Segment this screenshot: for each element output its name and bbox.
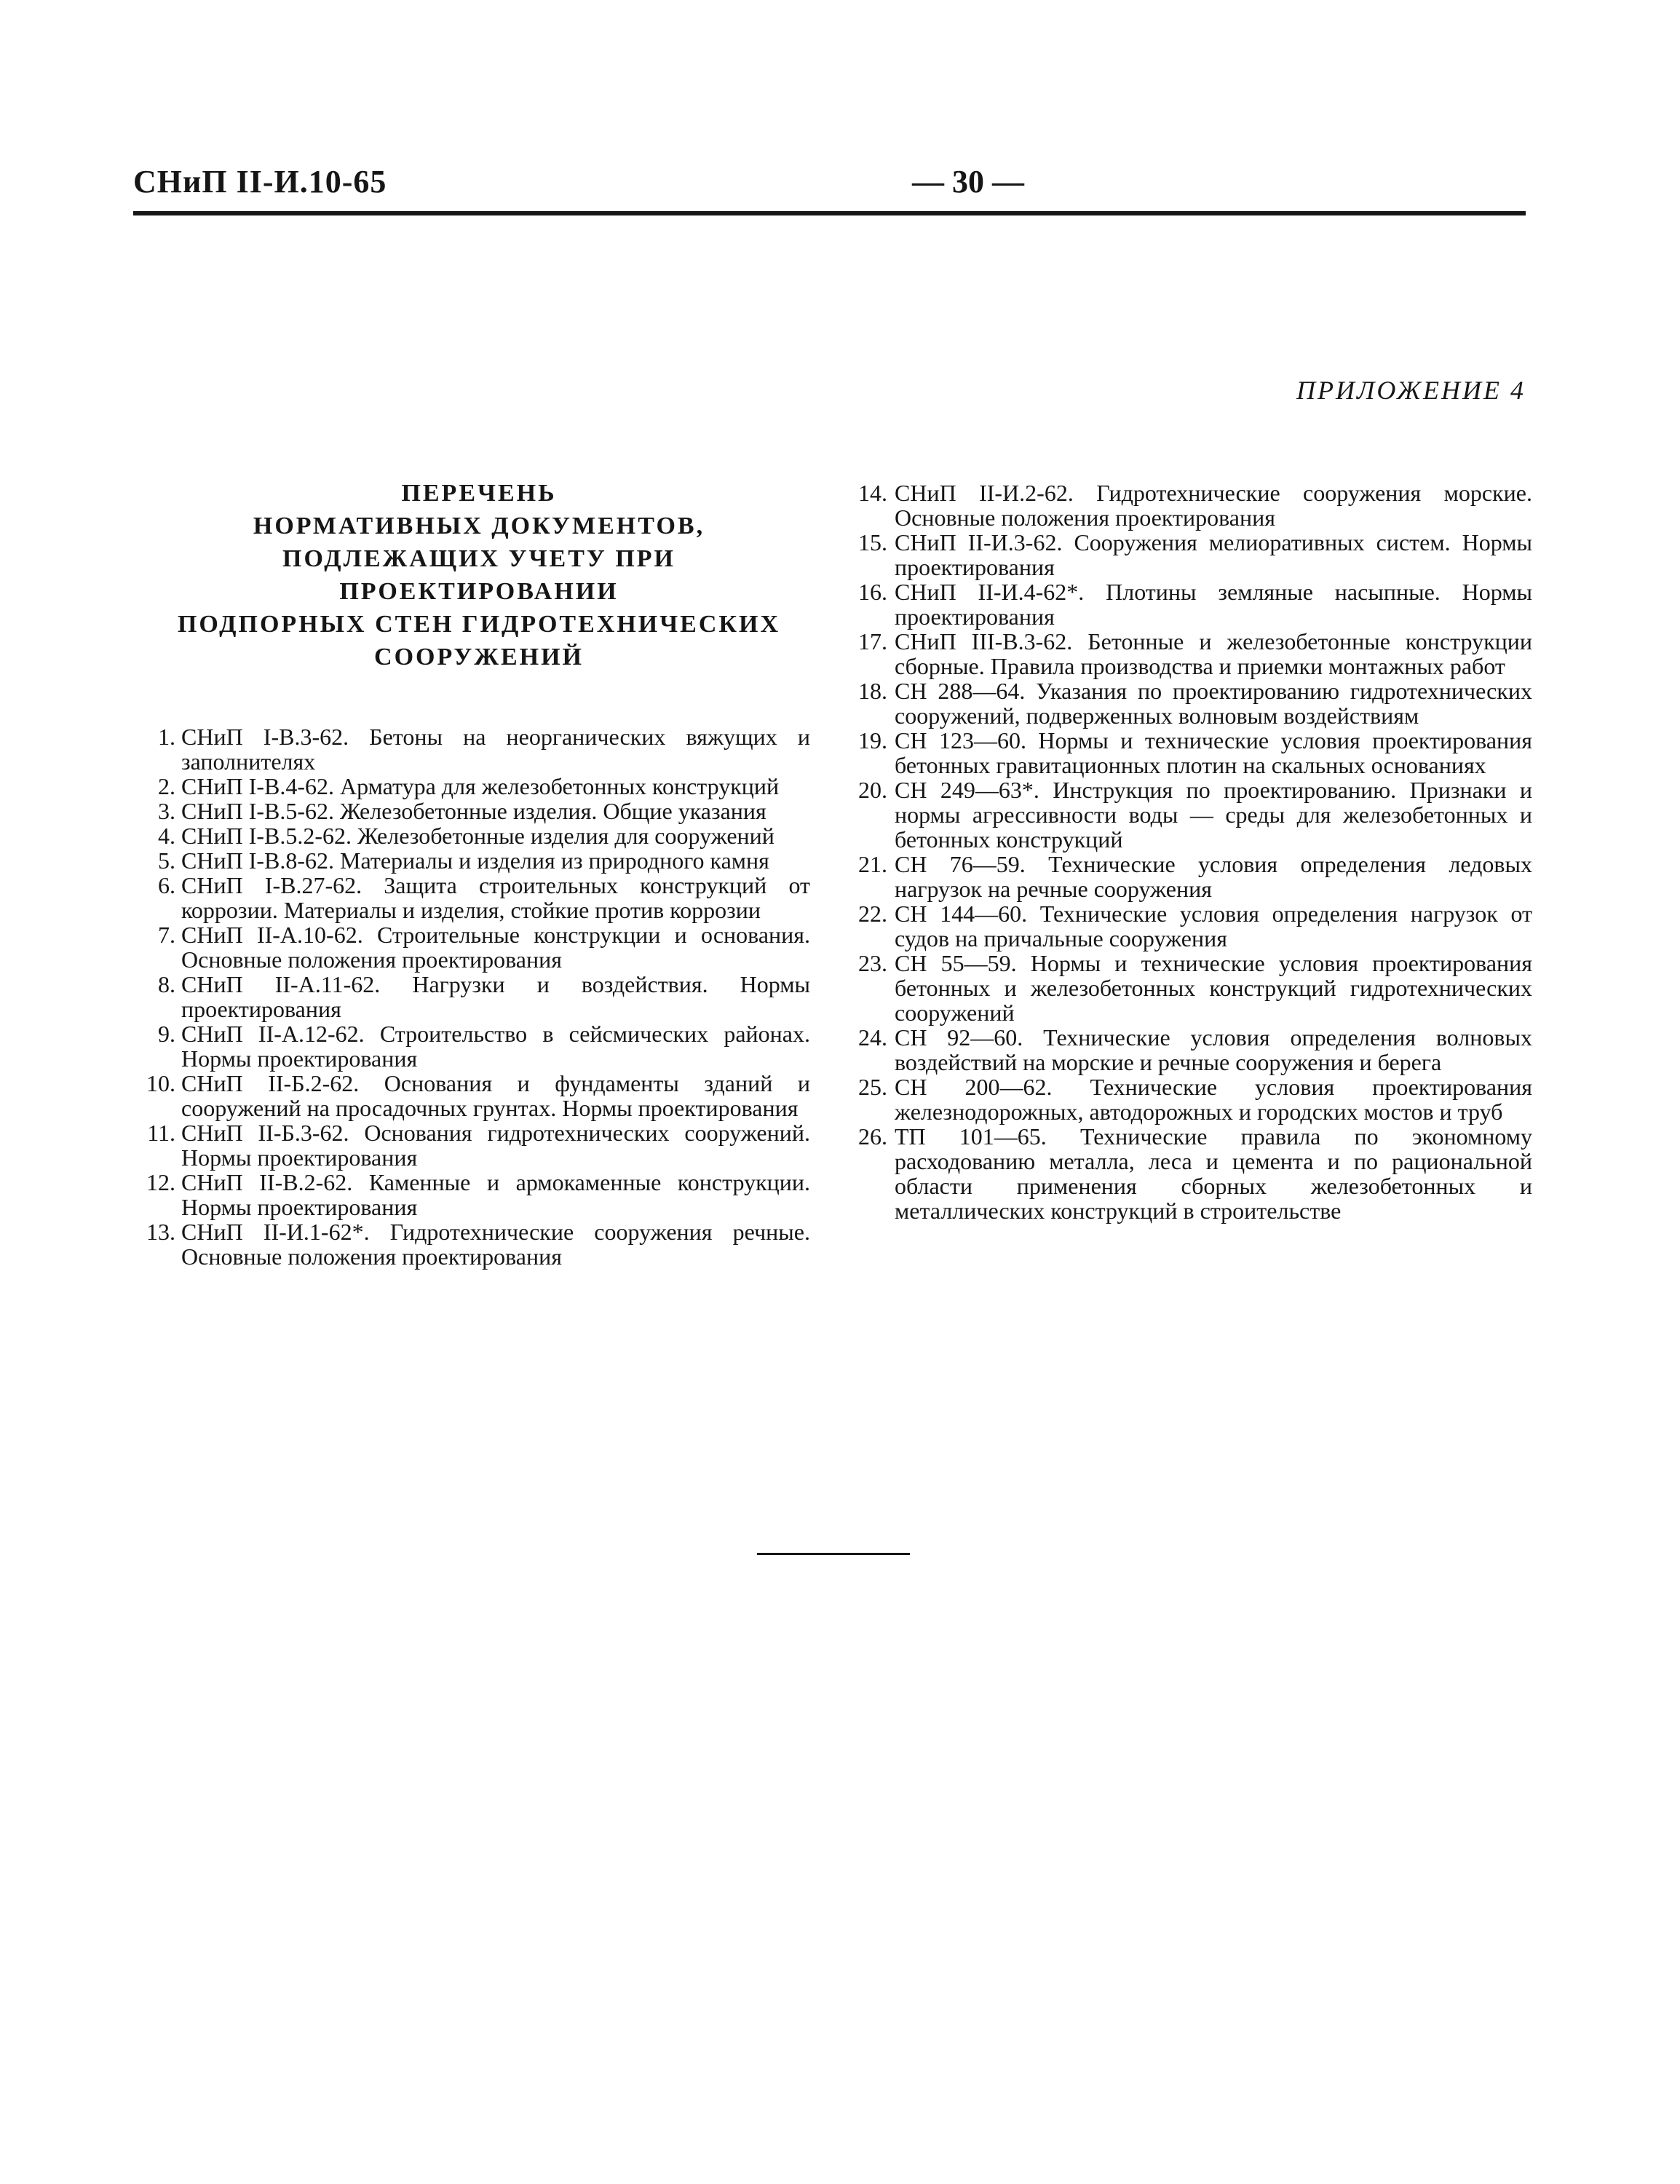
header-rule [133, 211, 1526, 215]
list-item [140, 724, 810, 774]
document-list-left [140, 724, 810, 1269]
list-item [848, 579, 1532, 629]
page-number: — 30 — [912, 164, 1024, 199]
list-item [140, 799, 810, 823]
list-item [848, 778, 1532, 852]
item-text: СН 144—60. Технические условия определения нагрузок от судов на причальные сооружения [895, 901, 1532, 951]
list-item [140, 774, 810, 799]
item-number: 19. [858, 727, 887, 753]
title-line: ПОДПОРНЫХ СТЕН ГИДРОТЕХНИЧЕСКИХ [177, 611, 781, 638]
item-number: 3. [158, 798, 175, 824]
item-number: 23. [858, 950, 887, 976]
title-line: НОРМАТИВНЫХ ДОКУМЕНТОВ, [253, 513, 705, 539]
list-item [140, 823, 810, 848]
end-rule [757, 1553, 910, 1555]
item-number: 17. [858, 628, 887, 654]
item-number: 20. [858, 777, 887, 803]
item-number: 6. [158, 872, 175, 898]
item-number: 7. [158, 922, 175, 948]
item-text: СН 288—64. Указания по проектированию гидротехнических сооружений, подверженных волновым воздействиям [895, 678, 1532, 729]
item-text: ТП 101—65. Технические правила по экономному расходованию металла, леса и цемента и по рациональной области применения сборных железобетонных и металлических конструкций в строительстве [895, 1123, 1532, 1224]
item-number: 1. [158, 724, 175, 750]
item-number: 22. [858, 901, 887, 927]
item-text: СНиП II-И.4-62*. Плотины земляные насыпные. Нормы проектирования [895, 579, 1532, 630]
item-number: 11. [147, 1120, 175, 1146]
item-number: 15. [858, 529, 887, 555]
left-column [140, 477, 810, 1269]
item-text: СНиП III-В.3-62. Бетонные и железобетонные конструкции сборные. Правила производства и приемки монтажных работ [895, 628, 1532, 679]
item-number: 12. [146, 1169, 175, 1195]
document-code: СНиП II-И.10-65 [133, 164, 387, 199]
item-number: 16. [858, 579, 887, 605]
list-item [848, 530, 1532, 579]
item-text: СНиП II-А.10-62. Строительные конструкции и основания. Основные положения проектирования [181, 922, 810, 973]
item-text: СН 55—59. Нормы и технические условия проектирования бетонных и железобетонных конструкций гидротехнических сооружений [895, 950, 1532, 1026]
list-item [140, 1219, 810, 1269]
list-item [140, 1170, 810, 1219]
item-number: 8. [158, 971, 175, 997]
list-item [848, 901, 1532, 951]
item-text: СНиП I-В.3-62. Бетоны на неорганических вяжущих и заполнителях [181, 724, 810, 775]
title-line: ПОДЛЕЖАЩИХ УЧЕТУ ПРИ ПРОЕКТИРОВАНИИ [282, 545, 675, 605]
list-item [848, 678, 1532, 728]
item-number: 13. [146, 1219, 175, 1245]
item-text: СНиП II-И.2-62. Гидротехнические сооружения морские. Основные положения проектирования [895, 480, 1532, 531]
item-text: СН 92—60. Технические условия определения волновых воздействий на морские и речные сооружения и берега [895, 1024, 1532, 1075]
item-number: 9. [158, 1021, 175, 1047]
item-text: СНиП II-В.2-62. Каменные и армокаменные конструкции. Нормы проектирования [181, 1169, 810, 1220]
title-line: ПЕРЕЧЕНЬ [401, 480, 557, 507]
item-text: СНиП II-И.3-62. Сооружения мелиоративных систем. Нормы проектирования [895, 529, 1532, 580]
list-item [848, 1025, 1532, 1075]
item-text: СНиП II-А.12-62. Строительство в сейсмических районах. Нормы проектирования [181, 1021, 810, 1072]
appendix-label: ПРИЛОЖЕНИЕ 4 [1296, 376, 1526, 405]
item-text: СН 200—62. Технические условия проектирования железнодорожных, автодорожных и городских мостов и труб [895, 1074, 1532, 1125]
item-number: 26. [858, 1123, 887, 1150]
item-text: СН 249—63*. Инструкция по проектированию. Признаки и нормы агрессивности воды — среды для железобетонных и бетонных конструкций [895, 777, 1532, 852]
item-number: 24. [858, 1024, 887, 1051]
list-item [848, 629, 1532, 678]
item-text: СНиП II-И.1-62*. Гидротехнические сооружения речные. Основные положения проектирования [181, 1219, 810, 1270]
list-item [140, 922, 810, 972]
item-text: СНиП I-В.27-62. Защита строительных конструкций от коррозии. Материалы и изделия, стойкие против коррозии [181, 872, 810, 923]
item-text: СНиП II-А.11-62. Нагрузки и воздействия. Нормы проектирования [181, 971, 810, 1022]
page-header [133, 163, 1526, 214]
item-text: СНиП I-В.8-62. Материалы и изделия из природного камня [181, 847, 769, 874]
item-text: СНиП I-В.4-62. Арматура для железобетонных конструкций [181, 773, 780, 799]
item-number: 10. [146, 1070, 175, 1096]
item-number: 4. [158, 823, 175, 849]
item-text: СН 123—60. Нормы и технические условия проектирования бетонных гравитационных плотин на скальных основаниях [895, 727, 1532, 778]
list-item [848, 1075, 1532, 1124]
item-number: 2. [158, 773, 175, 799]
item-text: СН 76—59. Технические условия определения ледовых нагрузок на речные сооружения [895, 851, 1532, 902]
item-text: СНиП I-В.5-62. Железобетонные изделия. Общие указания [181, 798, 766, 824]
item-text: СНиП I-В.5.2-62. Железобетонные изделия для сооружений [181, 823, 774, 849]
item-number: 25. [858, 1074, 887, 1100]
item-number: 21. [858, 851, 887, 877]
list-title [140, 477, 810, 673]
list-item [140, 873, 810, 922]
document-list-right [848, 480, 1532, 1223]
right-column [848, 480, 1532, 1223]
list-item [848, 951, 1532, 1025]
list-item [848, 852, 1532, 901]
list-item [848, 480, 1532, 530]
list-item [848, 728, 1532, 778]
list-item [848, 1124, 1532, 1223]
list-item [140, 972, 810, 1021]
list-item [140, 1071, 810, 1120]
item-number: 5. [158, 847, 175, 874]
item-number: 14. [858, 480, 887, 506]
list-item [140, 1120, 810, 1170]
item-text: СНиП II-Б.2-62. Основания и фундаменты зданий и сооружений на просадочных грунтах. Нормы проектирования [181, 1070, 810, 1121]
item-number: 18. [858, 678, 887, 704]
title-line: СООРУЖЕНИЙ [374, 644, 584, 670]
list-item [140, 1021, 810, 1071]
item-text: СНиП II-Б.3-62. Основания гидротехнических сооружений. Нормы проектирования [181, 1120, 810, 1171]
list-item [140, 848, 810, 873]
